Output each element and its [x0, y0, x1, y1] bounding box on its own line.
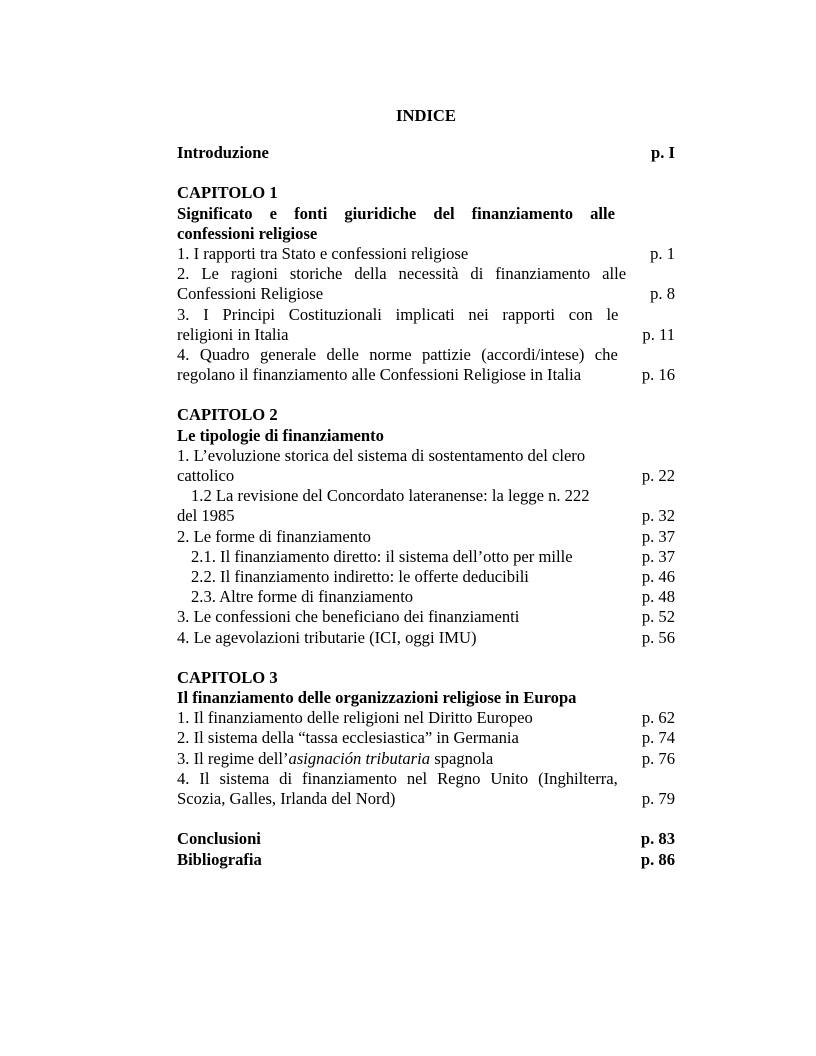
entry-page: p. 16	[641, 365, 675, 385]
entry-page: p. 37	[641, 526, 675, 546]
entry-label: 1. Il finanziamento delle religioni nel Diritto Europeo	[177, 708, 533, 728]
entry-page: p. 83	[640, 829, 675, 849]
entry-page: p. 1	[650, 244, 675, 264]
entry-label: 2.1. Il finanziamento diretto: il sistema dell’otto per mille	[191, 546, 573, 566]
toc-entry	[177, 728, 675, 748]
toc-entry	[177, 527, 675, 547]
entry-page: p. I	[651, 143, 675, 163]
toc-entry-introduzione	[177, 143, 675, 163]
entry-label: 3. Le confessioni che beneficiano dei finanziamenti	[177, 607, 520, 627]
entry-page: p. 62	[641, 708, 675, 728]
entry-label: 2. Le forme di finanziamento	[177, 526, 371, 546]
entry-line: cattolico	[177, 466, 235, 486]
entry-label	[177, 345, 618, 385]
entry-label	[177, 749, 618, 769]
entry-page: p. 32	[641, 506, 675, 526]
entry-line: Scozia, Galles, Irlanda del Nord)	[177, 789, 396, 809]
entry-label: Introduzione	[177, 143, 269, 163]
page-title: INDICE	[396, 106, 456, 125]
toc-entry	[177, 244, 675, 264]
entry-label: 1. I rapporti tra Stato e confessioni religiose	[177, 244, 469, 264]
toc-entry	[177, 628, 675, 648]
toc-entry	[177, 587, 675, 607]
entry-line: 4. Quadro generale delle norme pattizie (accordi/intese) che	[177, 345, 618, 365]
entry-page: p. 37	[641, 546, 675, 566]
chapter-subtitle-3: Il finanziamento delle organizzazioni religiose in Europa	[177, 688, 577, 708]
entry-page: p. 74	[641, 728, 675, 748]
entry-page: p. 56	[641, 627, 675, 647]
subtitle-line: Significato e fonti giuridiche del finanziamento alle	[177, 203, 615, 223]
entry-page: p. 52	[641, 607, 675, 627]
entry-label	[177, 486, 618, 526]
chapter-subtitle-2: Le tipologie di finanziamento	[177, 425, 384, 445]
toc-entry	[177, 547, 675, 567]
chapter-subtitle-1	[177, 204, 615, 244]
entry-page: p. 11	[642, 324, 675, 344]
table-of-contents	[177, 106, 675, 870]
entry-text-italic: asignación tributaria	[288, 748, 431, 768]
entry-line: 3. I Principi Costituzionali implicati nei rapporti con le	[177, 304, 619, 324]
entry-page: p. 48	[641, 587, 675, 607]
entry-label: 2. Il sistema della “tassa ecclesiastica” in Germania	[177, 728, 519, 748]
entry-page: p. 22	[641, 466, 675, 486]
entry-text: 3. Il regime dell’	[177, 748, 289, 768]
entry-line: religioni in Italia	[177, 324, 289, 344]
toc-entry-bibliografia	[177, 850, 675, 870]
toc-entry	[177, 345, 675, 385]
toc-entry-conclusioni	[177, 829, 675, 849]
entry-label	[177, 446, 618, 486]
entry-page: p. 8	[650, 284, 675, 304]
entry-line: 4. Il sistema di finanziamento nel Regno Unito (Inghilterra,	[177, 768, 618, 788]
toc-entry	[177, 708, 675, 728]
toc-entry	[177, 567, 675, 587]
toc-entry	[177, 264, 675, 304]
entry-page: p. 76	[641, 748, 675, 768]
chapter-heading-3: CAPITOLO 3	[177, 667, 278, 687]
entry-label	[177, 264, 626, 304]
entry-line: 1.2 La revisione del Concordato lateranense: la legge n. 222	[191, 486, 590, 506]
toc-entry	[177, 486, 675, 526]
entry-label: 4. Le agevolazioni tributarie (ICI, oggi IMU)	[177, 627, 477, 647]
entry-label: Conclusioni	[177, 829, 261, 849]
entry-label: 2.3. Altre forme di finanziamento	[191, 587, 414, 607]
entry-label	[177, 769, 618, 809]
entry-line: 2. Le ragioni storiche della necessità di finanziamento alle	[177, 264, 627, 284]
entry-label	[177, 305, 618, 345]
toc-entry	[177, 446, 675, 486]
entry-line: 1. L’evoluzione storica del sistema di sostentamento del clero	[177, 445, 586, 465]
entry-line: regolano il finanziamento alle Confessioni Religiose in Italia	[177, 365, 582, 385]
toc-entry	[177, 749, 675, 769]
toc-entry	[177, 305, 675, 345]
entry-page: p. 46	[641, 567, 675, 587]
entry-page: p. 79	[641, 789, 675, 809]
entry-label: Bibliografia	[177, 849, 262, 869]
chapter-heading-1: CAPITOLO 1	[177, 183, 278, 203]
entry-page: p. 86	[640, 849, 675, 869]
entry-line: del 1985	[177, 506, 235, 526]
subtitle-line: confessioni religiose	[177, 223, 318, 243]
entry-label: 2.2. Il finanziamento indiretto: le offerte deducibili	[191, 567, 529, 587]
toc-entry	[177, 607, 675, 627]
chapter-heading-2: CAPITOLO 2	[177, 405, 278, 425]
toc-entry	[177, 769, 675, 809]
entry-text: spagnola	[430, 748, 494, 768]
entry-line: Confessioni Religiose	[177, 284, 324, 304]
